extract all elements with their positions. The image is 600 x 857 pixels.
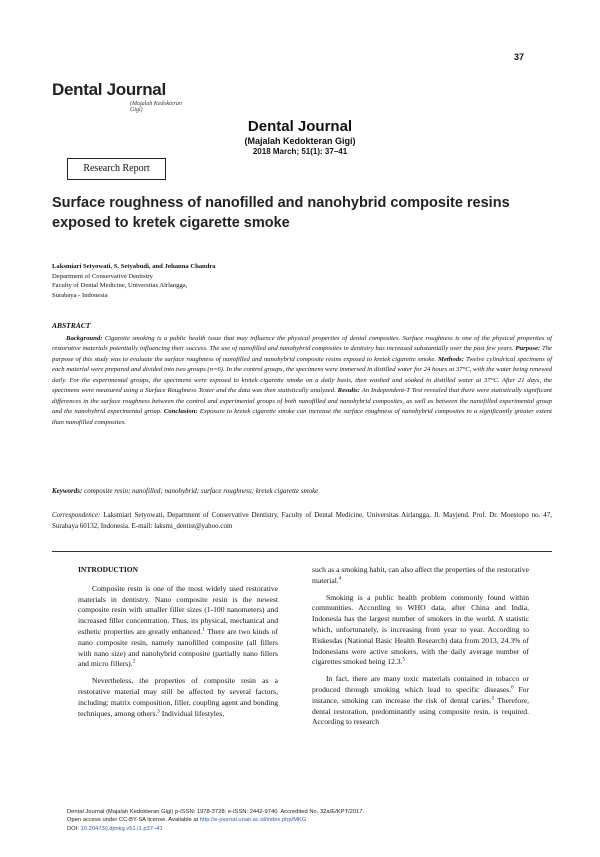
paragraph	[78, 584, 278, 670]
affiliation-department: Department of Conservative Dentistry	[52, 272, 153, 280]
paragraph-text: For instance, smoking can increase the risk of dental caries.	[312, 684, 529, 705]
correspondence-label: Correspondence:	[52, 511, 101, 519]
affiliation-faculty: Faculty of Dental Medicine, Universitas Airlangga,	[52, 282, 188, 289]
citation: 4	[338, 576, 342, 582]
abstract-results: An Independent-T Test revealed that there were statistically significant differences in the surface roughness between the control and experimental groups of both nanofilled and nanohybrid composites, as well as between the nanofilled experimental group and the nanohybrid experimental group.	[52, 387, 552, 415]
abstract-background-label: Background:	[66, 334, 103, 342]
abstract-methods: Twelve cylindrical specimens of each material were prepared and divided into two groups (n=6). In the control groups, the specimens were immersed in distilled water for 24 hours at 37°C, with the water being renewed daily. For the experimental groups, the specimens were exposed to kretek cigarette smoke on a daily basis, then washed and soaked in distilled water at 37°C. After 21 days, the specimens were measured using a Surface Roughness Tester and the data was then statistically analyzed.	[52, 355, 552, 394]
page-footer	[67, 808, 487, 833]
abstract-heading: ABSTRACT	[52, 321, 91, 330]
correspondence-text: Laksmiari Setyowati, Department of Conservative Dentistry, Faculty of Dental Medicine, Universitas Airlangga, Jl. Mayjend. Prof. Dr. Moestopo no. 47, Surabaya 60132, Indonesia. E-mail: laksmi_dentist@yahoo.com	[52, 511, 552, 530]
abstract-purpose: The purpose of this study was to evaluate the surface roughness of nanofilled and nanohybrid composite resins exposed to kretek cigarette smoke.	[52, 345, 553, 363]
journal-subtitle: (Majalah Kedokteran Gigi)	[244, 136, 356, 146]
footer-doi-link[interactable]: 10.20473/j.djmkg.v51.i1.p37–41	[80, 825, 163, 832]
footer-doi	[67, 825, 487, 833]
citation: 3	[491, 696, 495, 702]
paragraph	[312, 565, 529, 587]
abstract-body	[52, 334, 552, 429]
author-block	[52, 262, 352, 300]
paragraph-text: In fact, there are many toxic materials contained in tobacco or produced through smoking which lead to specific diseases.	[312, 674, 529, 694]
paragraph-text: Therefore, dental restoration, predominantly using composite resin, is required. According to research	[312, 695, 530, 727]
paragraph-text: Nevertheless, the properties of composite resin as a restorative material may still be affected by several factors, including: matrix composition, filler, coupling agent and bonding techniques, among others.	[78, 676, 278, 718]
correspondence	[52, 510, 552, 532]
keywords-text: composite resin; nanofilled; nanohybrid; surface roughness; kretek cigarette smoke	[82, 487, 319, 495]
abstract-results-label: Results:	[337, 387, 360, 394]
paragraph	[78, 676, 278, 719]
abstract-section	[52, 321, 552, 428]
section-divider	[52, 551, 552, 552]
abstract-background: Cigarette smoking is a public health issue that may influence the physical properties of dental composites. Surface roughness is one of the physical properties of restorative materials potentially influencing their success. The use of nanofilled and nanohybrid composites in dentistry has increased substantially over the past few years.	[52, 334, 552, 352]
abstract-conclusion: Exposure to kretek cigarette smoke can increase the surface roughness of nanohybrid composites to a significantly greater extent than nanofilled composites.	[52, 408, 552, 426]
citation: 1	[202, 627, 205, 633]
abstract-conclusion-label: Conclusion:	[163, 408, 198, 415]
footer-issn: Dental Journal (Majalah Kedokteran Gigi) p-ISSN: 1978-3728; e-ISSN: 2442-9740. Accredited No. 32a/E/KPT/2017.	[67, 809, 365, 815]
paragraph-text: There are two kinds of nano composite resin, namely nanofilled composite (all fillers with nano size) and nanohybrid composite (partially nano fillers and micro fillers).	[78, 626, 278, 669]
introduction-heading: INTRODUCTION	[78, 565, 139, 574]
keywords	[52, 487, 552, 495]
footer-license	[67, 816, 487, 824]
journal-header	[180, 118, 420, 157]
paragraph-text: Smoking is a public health problem commonly found within communities. According to WHO data, after China and India, Indonesia has the largest number of smokers in the world. A statistic which, unfortunately, is increasing from year to year. According to Riskesdas (National Basic Health Research) data from 2013, 24.3% of Indonesians were active smokers, with the daily average number of cigarettes smoked being 12.3.	[312, 592, 529, 667]
article-type-box: Research Report	[67, 158, 166, 180]
journal-title: Dental Journal	[247, 118, 353, 135]
abstract-methods-label: Methods:	[438, 355, 465, 363]
logo-title: Dental Journal	[52, 80, 166, 99]
body-column-left	[78, 565, 278, 725]
citation: 6	[511, 685, 514, 691]
footer-license-text: Open access under CC-BY-SA license. Available at	[67, 817, 200, 824]
citation: 5	[402, 657, 405, 663]
footer-journal-link[interactable]: http://e-journal.unair.ac.id/index.php/MKG	[199, 817, 307, 824]
paragraph	[312, 593, 529, 669]
paragraph-text: Composite resin is one of the most widely used restorative materials in dentistry. Nano composite resin is the newest composite resin with smaller filler sizes (1-100 nanometers) and increased filler concentration. Thus, its physical, mechanical and esthetic properties are greatly enhanced.	[78, 583, 278, 636]
abstract-purpose-label: Purpose:	[515, 345, 541, 352]
article-title: Surface roughness of nanofilled and nanohybrid composite resins exposed to kretek cigarette smoke	[52, 195, 510, 231]
footer-doi-label: DOI:	[67, 825, 81, 832]
citation: 2	[132, 659, 136, 665]
paragraph	[312, 674, 529, 728]
page-number: 37	[514, 52, 525, 62]
paragraph-text: Individual lifestyles,	[159, 708, 225, 718]
author-names: Laksmiari Setyowati, S. Setyabudi, and Johanna Chandra	[52, 263, 216, 270]
citation: 3	[157, 709, 160, 715]
logo-subtitle: (Majalah Kedokteran Gigi)	[130, 101, 182, 113]
journal-issue: 2018 March; 51(1): 37–41	[252, 147, 348, 156]
affiliation-city: Surabaya - Indonesia	[52, 291, 108, 299]
journal-logo	[52, 80, 192, 114]
keywords-label: Keywords:	[52, 487, 83, 495]
paragraph-text: such as a smoking habit, can also affect the properties of the restorative material.	[312, 565, 529, 585]
body-column-right	[312, 565, 529, 734]
